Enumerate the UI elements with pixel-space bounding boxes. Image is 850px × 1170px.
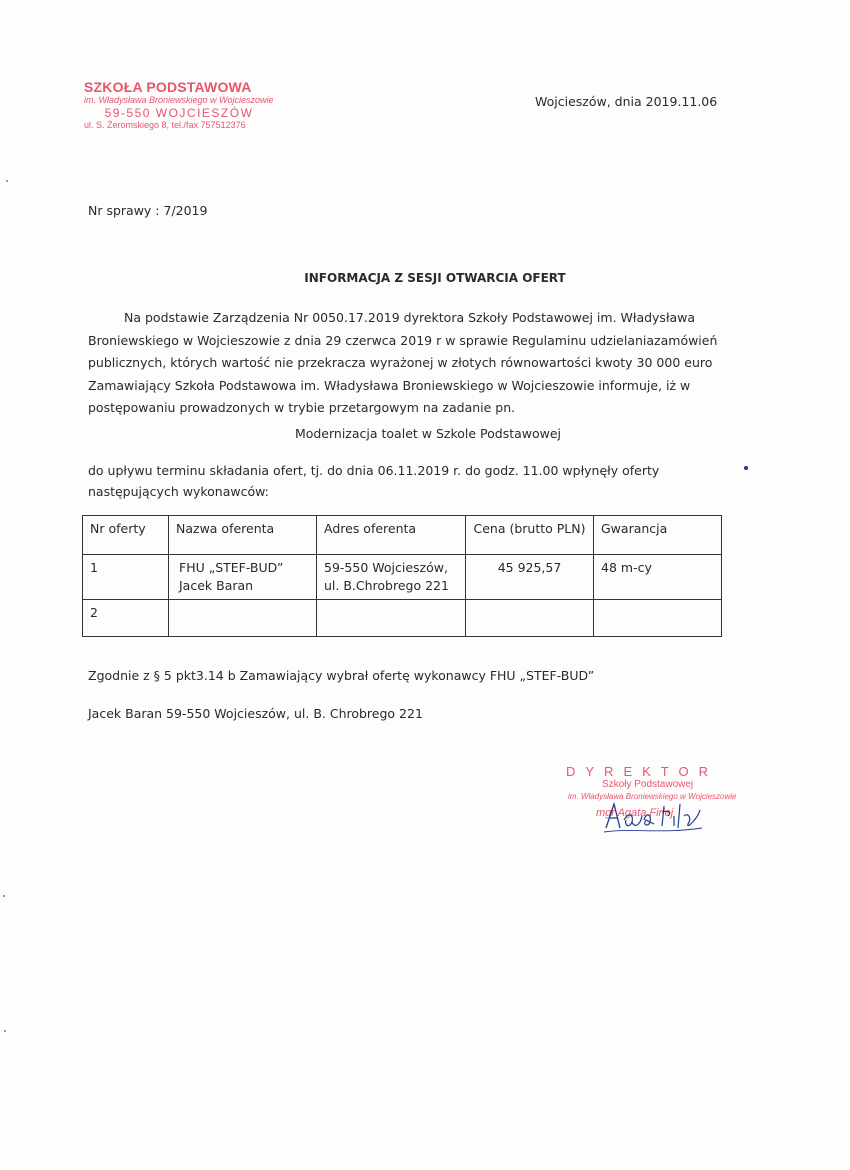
case-number: Nr sprawy : 7/2019 [88, 203, 208, 218]
school-stamp [84, 80, 274, 131]
bidder-address [317, 600, 466, 637]
intro-line: następujących wykonawców: [88, 484, 269, 499]
offer-number: 2 [83, 600, 169, 637]
stamp-street-phone: ul. S. Żeromskiego 8, tel./fax 757512376 [84, 120, 246, 131]
director-title: DYREKTOR [566, 764, 718, 779]
header-offer-number: Nr oferty [83, 516, 169, 555]
director-stamp [566, 764, 766, 819]
bidder-name: FHU „STEF-BUD” Jacek Baran [169, 555, 317, 600]
director-name: mgr Agata Firlej [596, 807, 674, 819]
offer-warranty [594, 600, 722, 637]
contract-subject: Modernizacja toalet w Szkole Podstawowej [294, 426, 562, 441]
offer-number: 1 [83, 555, 169, 600]
table-row [83, 600, 722, 637]
offers-table [82, 515, 722, 637]
table-header-row [83, 516, 722, 555]
ink-dot [744, 466, 748, 470]
offer-warranty: 48 m-cy [594, 555, 722, 600]
stamp-school-name: SZKOŁA PODSTAWOWA [84, 79, 252, 95]
header-warranty: Gwarancja [594, 516, 722, 555]
handwritten-signature [602, 798, 712, 836]
body-line: Na podstawie Zarządzenia Nr 0050.17.2019 dyrektora Szkoły Podstawowej im. Władysława [124, 310, 696, 325]
body-line: publicznych, których wartość nie przekracza wyrażonej w złotych równowartości kwoty 30 000 euro [88, 355, 713, 370]
intro-paragraph [88, 460, 688, 502]
stamp-patron: im. Władysława Broniewskiego w Wojcieszowie [84, 95, 274, 106]
document-title: INFORMACJA Z SESJI OTWARCIA OFERT [304, 271, 566, 285]
scan-speck [6, 180, 8, 182]
scan-speck [3, 895, 5, 897]
header-bidder-address: Adres oferenta [317, 516, 466, 555]
header-bidder-name: Nazwa oferenta [169, 516, 317, 555]
decision-text: Zgodnie z § 5 pkt3.14 b Zamawiający wybrał ofertę wykonawcy FHU „STEF-BUD” [88, 668, 595, 683]
director-school: Szkoły Podstawowej [602, 779, 694, 790]
bidder-address: 59-550 Wojcieszów, ul. B.Chrobrego 221 [317, 555, 466, 600]
date-line: Wojcieszów, dnia 2019.11.06 [535, 94, 718, 109]
body-paragraph [88, 307, 728, 420]
table-row [83, 555, 722, 600]
offer-price [466, 600, 594, 637]
header-price: Cena (brutto PLN) [466, 516, 594, 555]
offer-price: 45 925,57 [466, 555, 594, 600]
stamp-postal-city: 59-550 WOJCIESZÓW [104, 106, 254, 121]
body-line: postępowaniu prowadzonych w trybie przetargowym na zadanie pn. [88, 400, 516, 415]
intro-line: do upływu terminu składania ofert, tj. do dnia 06.11.2019 r. do godz. 11.00 wpłynęły oferty [88, 463, 660, 478]
bidder-name [169, 600, 317, 637]
body-line: Broniewskiego w Wojcieszowie z dnia 29 czerwca 2019 r w sprawie Regulaminu udzielaniazamówień [88, 332, 718, 348]
winner-address: Jacek Baran 59-550 Wojcieszów, ul. B. Chrobrego 221 [88, 706, 423, 721]
body-line: Zamawiający Szkoła Podstawowa im. Władysława Broniewskiego w Wojcieszowie informuje, iż w [88, 377, 691, 393]
director-patron: im. Władysława Broniewskiego w Wojcieszowie [568, 792, 737, 801]
scan-speck [4, 1030, 6, 1032]
